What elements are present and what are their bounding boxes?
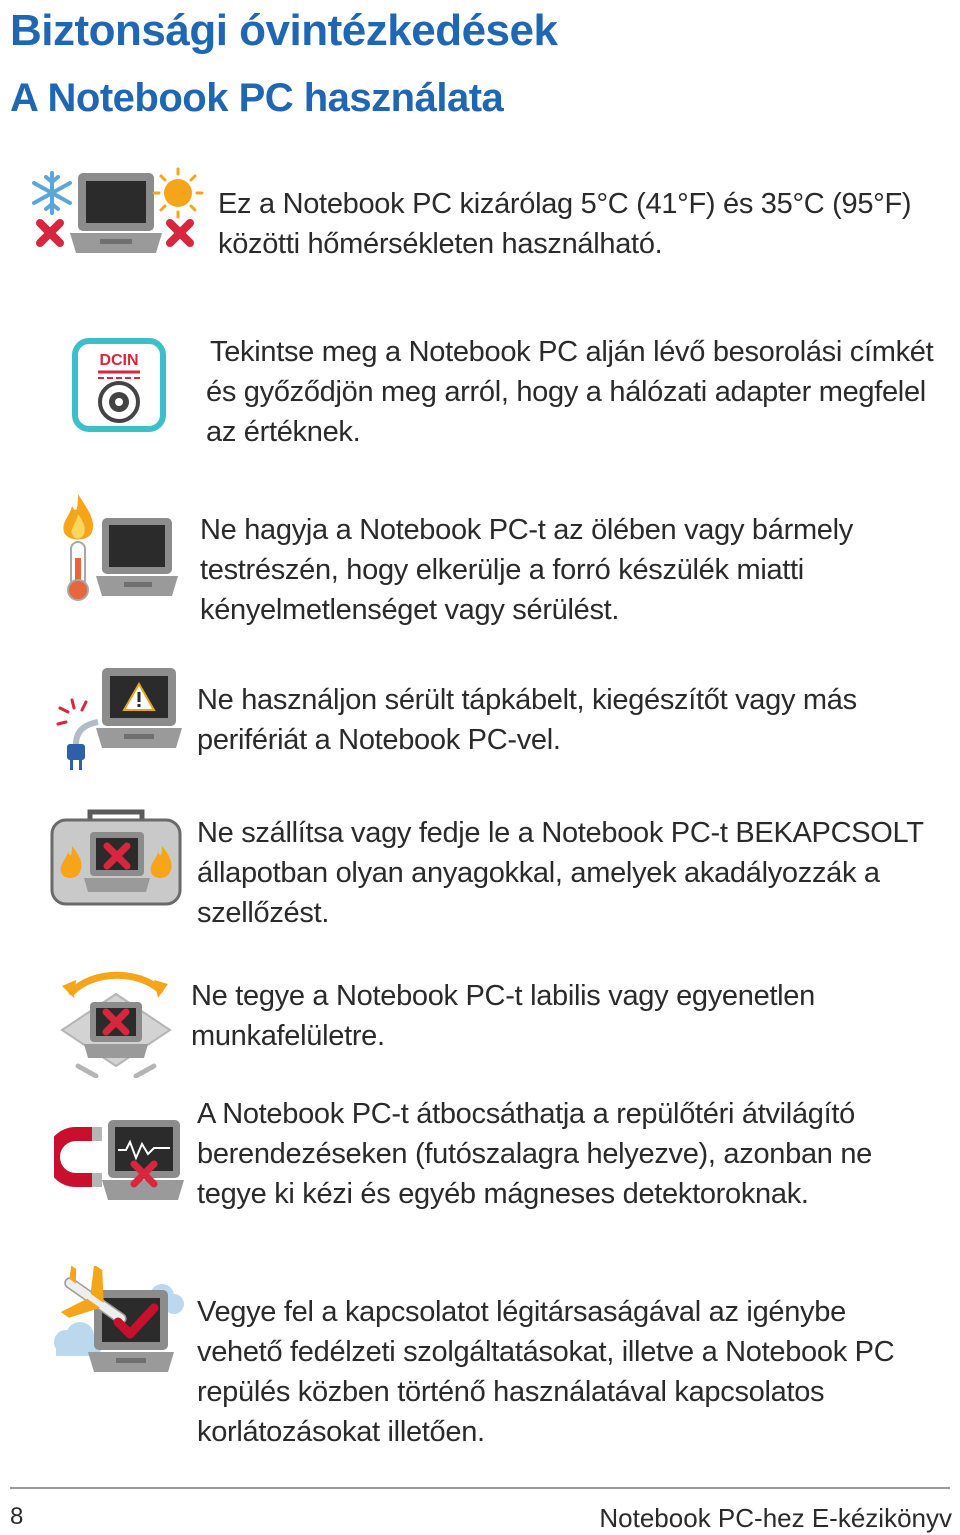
laptop-icon	[102, 1120, 184, 1200]
cable-icon	[76, 722, 98, 744]
item-text-dc-in-rating: Tekintse meg a Notebook PC alján lévő besorolási címkét és győződjön meg arról, hogy a hálózati adapter megfelel az értéknek.	[206, 336, 934, 448]
magnet-icon	[54, 1118, 184, 1210]
cross-icon	[40, 223, 60, 243]
page-title: Biztonsági óvintézkedések	[10, 6, 558, 55]
plug-icon	[67, 744, 85, 770]
footer-divider	[10, 1487, 950, 1489]
horseshoe-magnet-icon	[54, 1127, 102, 1187]
item-text-magnet: A Notebook PC-t átbocsáthatja a repülőtéri átvilágító berendezéseken (futószalagra helyezve), azonban ne tegye ki kézi és egyéb mágneses detektoroknak.	[197, 1098, 873, 1210]
dc-in-rating-icon	[72, 338, 166, 432]
item-text-temperature: Ez a Notebook PC kizárólag 5°C (41°F) és 35°C (95°F) közötti hőmérsékleten használható.	[218, 188, 912, 260]
manual-title: Notebook PC-hez E-kézikönyv	[599, 1503, 952, 1533]
thermometer-icon	[68, 542, 88, 600]
spark-icon	[58, 700, 86, 724]
covered-device-icon	[50, 808, 182, 908]
section-subtitle: A Notebook PC használata	[10, 76, 504, 120]
hot-device-icon	[58, 492, 178, 604]
snowflake-icon	[34, 173, 70, 213]
dc-in-label: DCIN	[99, 352, 139, 369]
item-text-airplane: Vegye fel a kapcsolatot légitársaságával az igénybe vehető fedélzeti szolgáltatásokat, illetve a Notebook PC repülés közben történő használatával kapcsolatos korlátozásokat illetően.	[197, 1296, 895, 1448]
laptop-icon	[84, 832, 150, 892]
temperature-icon	[28, 165, 208, 260]
unstable-surface-icon	[58, 966, 174, 1078]
item-text-covered-device: Ne szállítsa vagy fedje le a Notebook PC-t BEKAPCSOLT állapotban olyan anyagokkal, amelyek akadályozzák a szellőzést.	[197, 817, 924, 929]
airplane-icon	[52, 1266, 186, 1386]
page-number: 8	[10, 1503, 24, 1530]
item-text-damaged-cable: Ne használjon sérült tápkábelt, kiegészítőt vagy más perifériát a Notebook PC-vel.	[197, 684, 857, 756]
flame-icon	[63, 494, 93, 540]
damaged-cable-icon	[56, 664, 184, 776]
laptop-icon	[96, 518, 178, 596]
sun-icon	[154, 169, 202, 217]
laptop-icon	[84, 1002, 148, 1058]
item-text-unstable-surface: Ne tegye a Notebook PC-t labilis vagy egyenetlen munkafelületre.	[191, 980, 815, 1052]
laptop-icon	[70, 173, 162, 253]
item-text-hot-device: Ne hagyja a Notebook PC-t az ölében vagy bármely testrészén, hogy elkerülje a forró készülék miatti kényelmetlenséget vagy sérülést.	[200, 514, 853, 626]
cross-icon	[170, 223, 190, 243]
